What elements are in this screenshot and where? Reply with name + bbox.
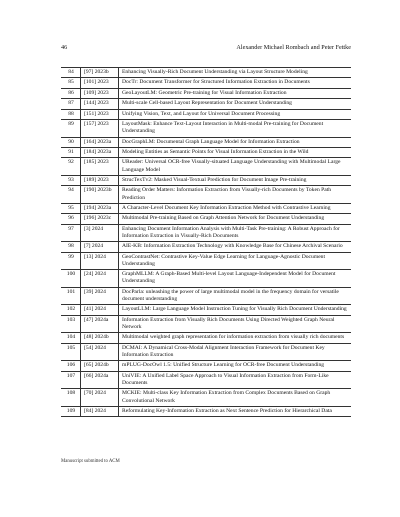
row-index: 86 xyxy=(61,88,81,98)
table-row xyxy=(61,214,351,224)
row-reference: [70] 2024 xyxy=(81,389,119,407)
reference-table-body xyxy=(61,68,351,417)
table-row xyxy=(61,305,351,315)
row-reference: [109] 2023 xyxy=(81,88,119,98)
row-reference: [157] 2023 xyxy=(81,119,119,137)
row-title: GeoLayoutLM: Geometric Pre-training for Visual Information Extraction xyxy=(119,88,352,98)
row-title: GeoContrastNet: Contrastive Key-Value Edge Learning for Language-Agnostic Document Understanding xyxy=(119,252,352,270)
row-reference: [84] 2024 xyxy=(81,407,119,417)
row-reference: [3] 2024 xyxy=(81,224,119,242)
table-row xyxy=(61,361,351,371)
row-title: Unifying Vision, Text, and Layout for Universal Document Processing xyxy=(119,109,352,119)
page-footer: Manuscript submitted to ACM xyxy=(61,459,120,464)
row-reference: [97] 2023b xyxy=(81,68,119,78)
table-row xyxy=(61,119,351,137)
row-title: UReader: Universal OCR-free Visually-situated Language Understanding with Multimodal Large Language Model xyxy=(119,158,352,176)
row-title: UniVIE: A Unified Label Space Approach to Visual Information Extraction from Form-Like Documents xyxy=(119,371,352,389)
table-row xyxy=(61,175,351,185)
row-title: GraphMLLM: A Graph-Based Multi-level Layout Language-Independent Model for Document Understanding xyxy=(119,270,352,288)
row-index: 94 xyxy=(61,186,81,204)
row-index: 84 xyxy=(61,68,81,78)
row-index: 91 xyxy=(61,147,81,157)
table-row xyxy=(61,137,351,147)
row-index: 104 xyxy=(61,333,81,343)
row-title: DocTr: Document Transformer for Structured Information Extraction in Documents xyxy=(119,78,352,88)
row-reference: [24] 2024 xyxy=(81,270,119,288)
table-row xyxy=(61,99,351,109)
row-reference: [151] 2023 xyxy=(81,109,119,119)
row-index: 100 xyxy=(61,270,81,288)
row-index: 103 xyxy=(61,315,81,333)
row-title: Reformulating Key-Information Extraction as Next Sentence Prediction for Hierarchical Data xyxy=(119,407,352,417)
table-row xyxy=(61,158,351,176)
row-index: 95 xyxy=(61,203,81,213)
row-reference: [65] 2024b xyxy=(81,361,119,371)
row-reference: [41] 2024 xyxy=(81,305,119,315)
row-index: 102 xyxy=(61,305,81,315)
table-row xyxy=(61,389,351,407)
row-title: Enhancing Document Information Analysis with Multi-Task Pre-training: A Robust Approach for Information Extraction in Visually-Rich Documents xyxy=(119,224,352,242)
row-title: MCKIE: Multi-class Key Information Extraction from Complex Documents Based on Graph Convolutional Network xyxy=(119,389,352,407)
row-title: mPLUG-DocOwl 1.5: Unified Structure Learning for OCR-free Document Understanding xyxy=(119,361,352,371)
row-index: 108 xyxy=(61,389,81,407)
table-row xyxy=(61,88,351,98)
table-row xyxy=(61,270,351,288)
table-row xyxy=(61,252,351,270)
row-title: LayoutLLM: Large Language Model Instruction Tuning for Visually Rich Document Understanding xyxy=(119,305,352,315)
row-reference: [190] 2023b xyxy=(81,186,119,204)
table-row xyxy=(61,343,351,361)
row-index: 96 xyxy=(61,214,81,224)
row-reference: [185] 2023 xyxy=(81,158,119,176)
reference-table xyxy=(61,67,351,417)
row-title: AIE-KB: Information Extraction Technology with Knowledge Base for Chinese Archival Scenario xyxy=(119,242,352,252)
row-index: 101 xyxy=(61,287,81,305)
row-reference: [39] 2024 xyxy=(81,287,119,305)
page-header xyxy=(61,44,351,54)
row-index: 105 xyxy=(61,343,81,361)
row-index: 109 xyxy=(61,407,81,417)
running-head-authors: Alexander Michael Rombach and Peter Fettke xyxy=(236,44,351,51)
table-row xyxy=(61,147,351,157)
row-reference: [54] 2024 xyxy=(81,343,119,361)
row-title: Enhancing Visually-Rich Document Understanding via Layout Structure Modeling xyxy=(119,68,352,78)
row-reference: [48] 2024b xyxy=(81,333,119,343)
row-title: DCMAI: A Dynamical Cross-Modal Alignment Interaction Framework for Document Key Information Extraction xyxy=(119,343,352,361)
row-index: 98 xyxy=(61,242,81,252)
table-row xyxy=(61,242,351,252)
row-reference: [196] 2023c xyxy=(81,214,119,224)
table-row xyxy=(61,109,351,119)
row-index: 99 xyxy=(61,252,81,270)
row-title: Reading Order Matters: Information Extraction from Visually-rich Documents by Token Path Prediction xyxy=(119,186,352,204)
row-index: 89 xyxy=(61,119,81,137)
row-reference: [7] 2024 xyxy=(81,242,119,252)
table-row xyxy=(61,203,351,213)
row-reference: [13] 2024 xyxy=(81,252,119,270)
table-row xyxy=(61,186,351,204)
row-index: 107 xyxy=(61,371,81,389)
row-title: DocGraphLM: Documental Graph Language Model for Information Extraction xyxy=(119,137,352,147)
table-row xyxy=(61,407,351,417)
row-reference: [184] 2023a xyxy=(81,147,119,157)
row-title: Multi-scale Cell-based Layout Representation for Document Understanding xyxy=(119,99,352,109)
table-row xyxy=(61,333,351,343)
row-index: 88 xyxy=(61,109,81,119)
row-index: 97 xyxy=(61,224,81,242)
row-reference: [101] 2023 xyxy=(81,78,119,88)
table-row xyxy=(61,78,351,88)
row-title: LayoutMask: Enhance Text-Layout Interaction in Multi-modal Pre-training for Document Understanding xyxy=(119,119,352,137)
row-title: Multimodal weighted graph representation for information extraction from visually rich documents xyxy=(119,333,352,343)
table-row xyxy=(61,371,351,389)
row-index: 90 xyxy=(61,137,81,147)
row-reference: [189] 2023 xyxy=(81,175,119,185)
row-index: 85 xyxy=(61,78,81,88)
row-reference: [144] 2023 xyxy=(81,99,119,109)
row-index: 106 xyxy=(61,361,81,371)
row-index: 92 xyxy=(61,158,81,176)
row-reference: [164] 2023a xyxy=(81,137,119,147)
row-title: DocParla: unleashing the power of large multimodal model in the frequency domain for versatile document understanding xyxy=(119,287,352,305)
table-row xyxy=(61,224,351,242)
row-index: 87 xyxy=(61,99,81,109)
row-title: Multimodal Pre-training Based on Graph Attention Network for Document Understanding xyxy=(119,214,352,224)
row-title: Modeling Entities as Semantic Points for Visual Information Extraction in the Wild xyxy=(119,147,352,157)
table-row xyxy=(61,68,351,78)
row-reference: [47] 2024a xyxy=(81,315,119,333)
row-title: Information Extraction from Visually Rich Documents Using Directed Weighted Graph Neural Network xyxy=(119,315,352,333)
row-title: A Character-Level Document Key Information Extraction Method with Contrastive Learning xyxy=(119,203,352,213)
table-row xyxy=(61,315,351,333)
table-row xyxy=(61,287,351,305)
row-title: StrucTexTv2: Masked Visual-Textual Prediction for Document Image Pre-training xyxy=(119,175,352,185)
row-reference: [194] 2023a xyxy=(81,203,119,213)
row-index: 93 xyxy=(61,175,81,185)
page-number: 46 xyxy=(61,44,68,51)
row-reference: [66] 2024a xyxy=(81,371,119,389)
